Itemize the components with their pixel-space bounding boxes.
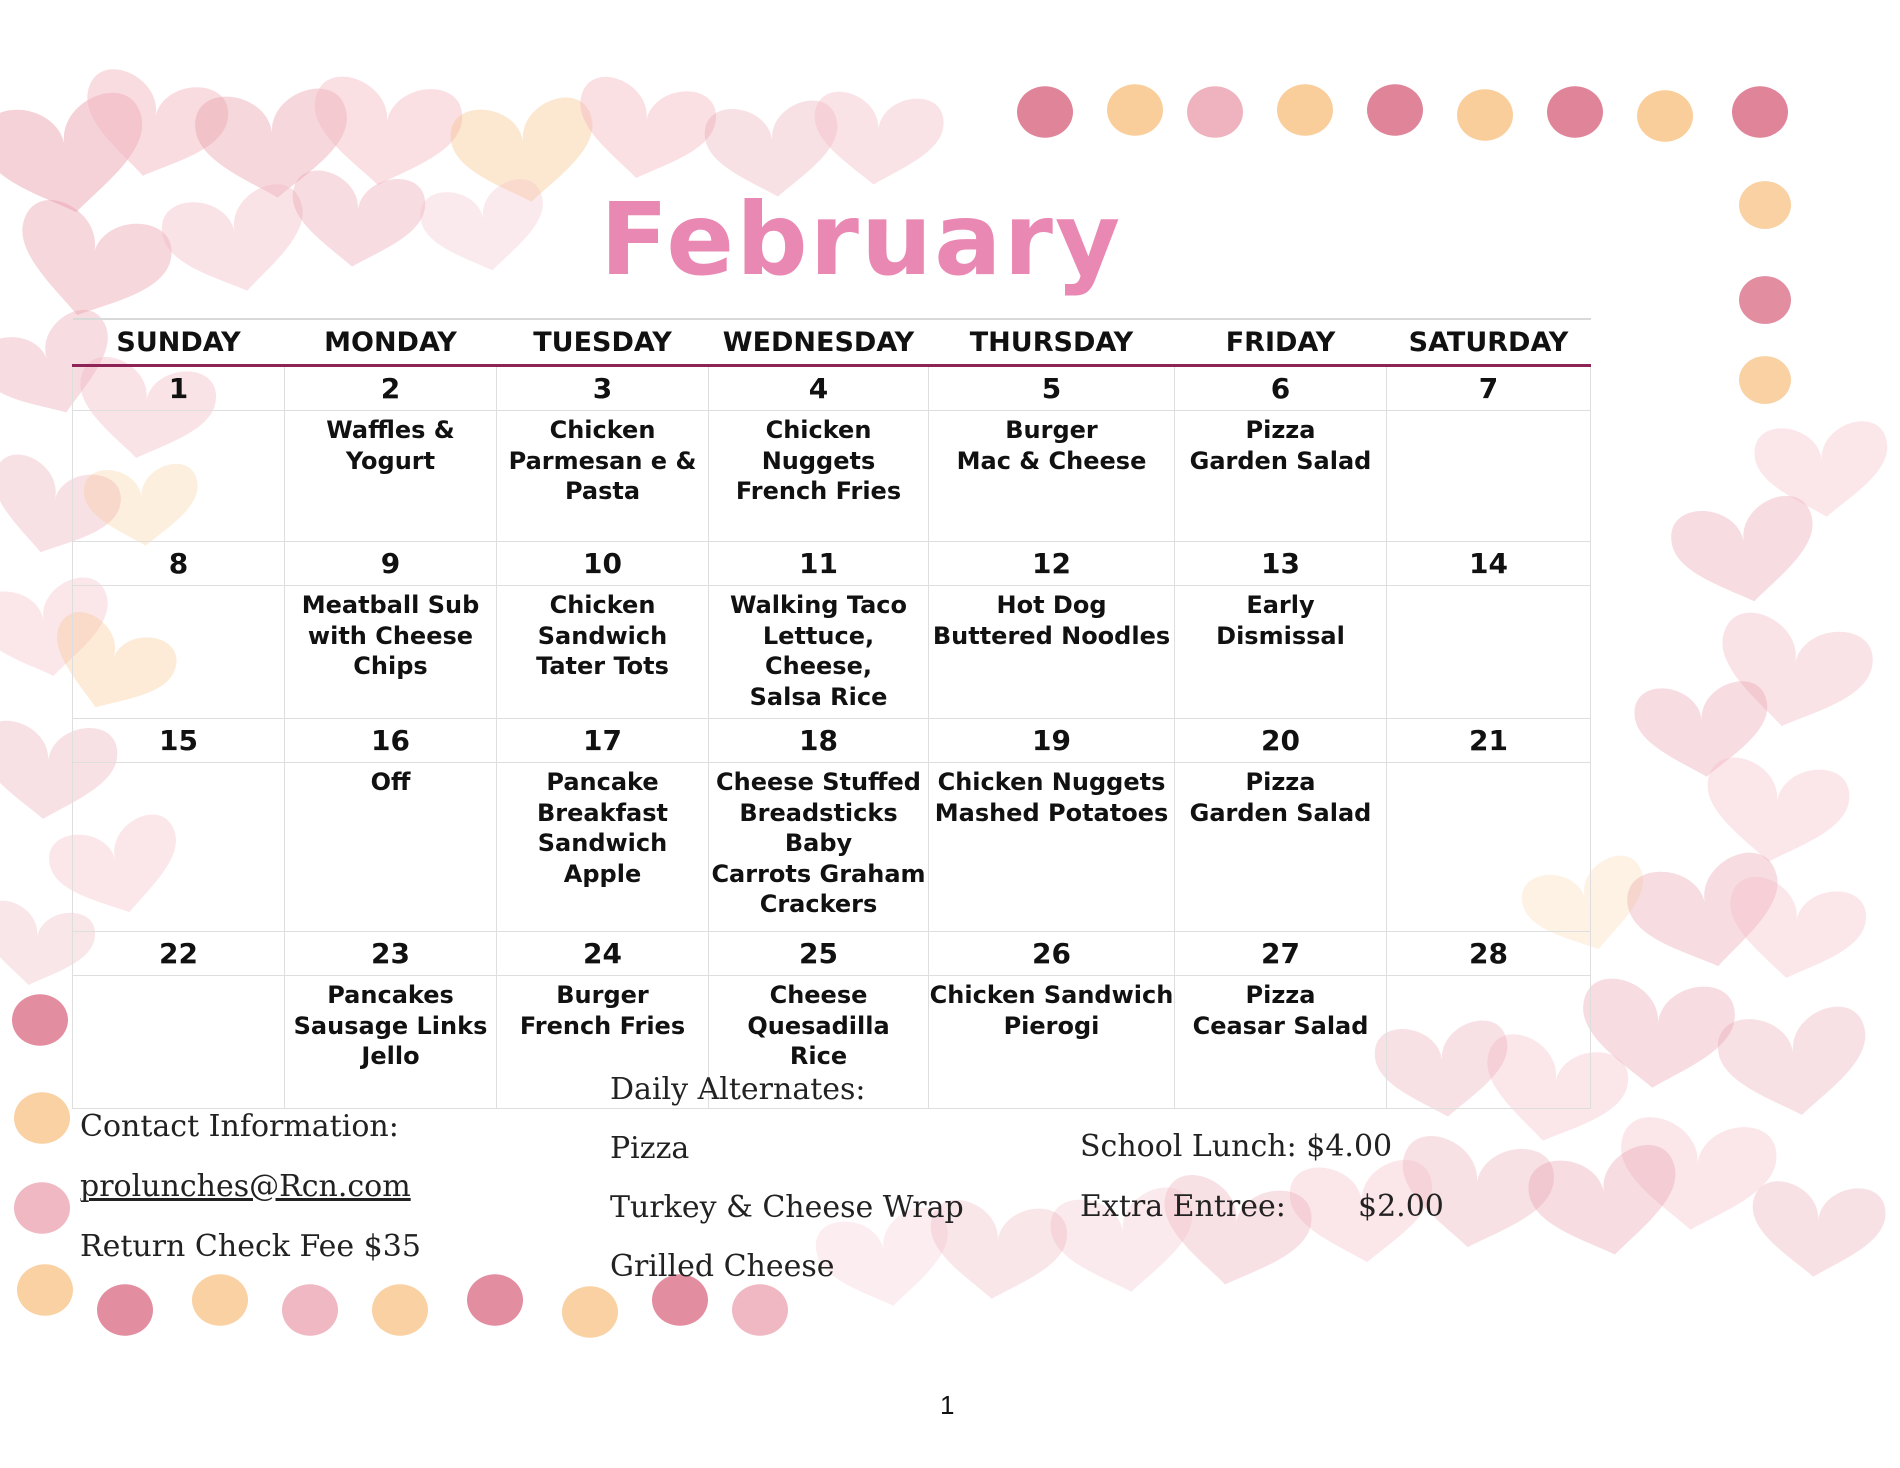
heart-decoration [809,90,946,190]
dot-decoration [97,1284,153,1336]
page-number: 1 [940,1390,955,1420]
meal-cell: Waffles & Yogurt [285,411,497,542]
date-cell: 14 [1387,542,1591,586]
alternate-item: Turkey & Cheese Wrap [610,1190,964,1225]
extra-entree-price: $2.00 [1358,1189,1444,1224]
meal-cell: Chicken Nuggets French Fries [709,411,929,542]
dot-decoration [1739,276,1791,324]
weekday-monday: MONDAY [285,319,497,366]
heart-decoration [286,168,428,274]
dot-decoration [467,1274,523,1326]
meal-cell: Pizza Garden Salad [1175,763,1387,932]
date-cell: 27 [1175,932,1387,976]
meal-cell: Pancakes Sausage Links Jello [285,976,497,1109]
meal-cell: Pancake Breakfast Sandwich Apple [497,763,709,932]
meal-cell: Chicken Nuggets Mashed Potatoes [929,763,1175,932]
meal-cell: Walking Taco Lettuce, Cheese, Salsa Rice [709,586,929,719]
week-1-dates [73,366,1591,411]
meal-cell [1387,586,1591,719]
dot-decoration [12,994,68,1046]
weekday-friday: FRIDAY [1175,319,1387,366]
week-3-dates [73,719,1591,763]
lunch-calendar [72,318,1591,1109]
dot-decoration [1547,86,1603,138]
meal-cell: Burger French Fries [497,976,709,1109]
meal-cell: Chicken Parmesan e & Pasta [497,411,709,542]
heart-decoration [1719,873,1870,990]
date-cell: 13 [1175,542,1387,586]
month-title: February [600,181,1123,298]
date-cell: 10 [497,542,709,586]
date-cell: 20 [1175,719,1387,763]
date-cell: 21 [1387,719,1591,763]
date-cell: 22 [73,932,285,976]
contact-email-link[interactable]: prolunches@Rcn.com [80,1169,411,1204]
dot-decoration [1739,181,1791,229]
contact-heading: Contact Information: [80,1109,399,1144]
dot-decoration [1017,86,1073,138]
meal-cell: Chicken Sandwich Tater Tots [497,586,709,719]
dot-decoration [1637,90,1693,142]
meal-cell: Pizza Garden Salad [1175,411,1387,542]
date-cell: 3 [497,366,709,411]
weekday-header-row [73,319,1591,366]
date-cell: 28 [1387,932,1591,976]
meal-cell [73,763,285,932]
meal-cell: Meatball Sub with Cheese Chips [285,586,497,719]
date-cell: 24 [497,932,709,976]
alternates-heading: Daily Alternates: [610,1072,866,1107]
meal-cell [1387,411,1591,542]
alternate-item: Grilled Cheese [610,1249,835,1284]
weekday-thursday: THURSDAY [929,319,1175,366]
heart-decoration [417,175,553,281]
date-cell: 12 [929,542,1175,586]
week-1-meals [73,411,1591,542]
dot-decoration [1367,84,1423,136]
heart-decoration [1698,754,1853,872]
date-cell: 18 [709,719,929,763]
dot-decoration [282,1284,338,1336]
extra-entree-label: Extra Entree: [1080,1189,1286,1224]
date-cell: 26 [929,932,1175,976]
dot-decoration [1107,84,1163,136]
meal-cell [73,976,285,1109]
meal-cell: Early Dismissal [1175,586,1387,719]
date-cell: 6 [1175,366,1387,411]
date-cell: 25 [709,932,929,976]
meal-cell: Hot Dog Buttered Noodles [929,586,1175,719]
meal-cell [73,411,285,542]
weekday-saturday: SATURDAY [1387,319,1591,366]
date-cell: 19 [929,719,1175,763]
dot-decoration [372,1284,428,1336]
date-cell: 16 [285,719,497,763]
meal-cell: Off [285,763,497,932]
meal-cell: Pizza Ceasar Salad [1175,976,1387,1109]
dot-decoration [14,1182,70,1234]
alternate-item: Pizza [610,1131,690,1166]
date-cell: 15 [73,719,285,763]
weekday-tuesday: TUESDAY [497,319,709,366]
date-cell: 8 [73,542,285,586]
week-2-dates [73,542,1591,586]
weekday-sunday: SUNDAY [73,319,285,366]
dot-decoration [1739,356,1791,404]
dot-decoration [1732,86,1788,138]
dot-decoration [1277,84,1333,136]
date-cell: 5 [929,366,1175,411]
return-check-fee: Return Check Fee $35 [80,1229,421,1264]
date-cell: 11 [709,542,929,586]
heart-decoration [569,73,720,190]
dot-decoration [14,1092,70,1144]
heart-decoration [1714,1003,1875,1125]
date-cell: 2 [285,366,497,411]
dot-decoration [562,1286,618,1338]
week-2-meals [73,586,1591,719]
date-cell: 4 [709,366,929,411]
heart-decoration [1524,1141,1688,1268]
heart-decoration [1747,1179,1888,1282]
dot-decoration [732,1284,788,1336]
date-cell: 9 [285,542,497,586]
meal-cell: Cheese Stuffed Breadsticks Baby Carrots Graham Crackers [709,763,929,932]
week-4-dates [73,932,1591,976]
meal-cell: Cheese Quesadilla Rice [709,976,929,1109]
meal-cell: Burger Mac & Cheese [929,411,1175,542]
date-cell: 7 [1387,366,1591,411]
dot-decoration [17,1264,73,1316]
meal-cell [1387,763,1591,932]
date-cell: 1 [73,366,285,411]
dot-decoration [1457,89,1513,141]
dot-decoration [1187,86,1243,138]
school-lunch-price: School Lunch: $4.00 [1080,1129,1393,1164]
date-cell: 17 [497,719,709,763]
dot-decoration [192,1274,248,1326]
weekday-wednesday: WEDNESDAY [709,319,929,366]
heart-decoration [1667,492,1824,614]
week-3-meals [73,763,1591,932]
date-cell: 23 [285,932,497,976]
meal-cell [1387,976,1591,1109]
meal-cell: Chicken Sandwich Pierogi [929,976,1175,1109]
meal-cell [73,586,285,719]
